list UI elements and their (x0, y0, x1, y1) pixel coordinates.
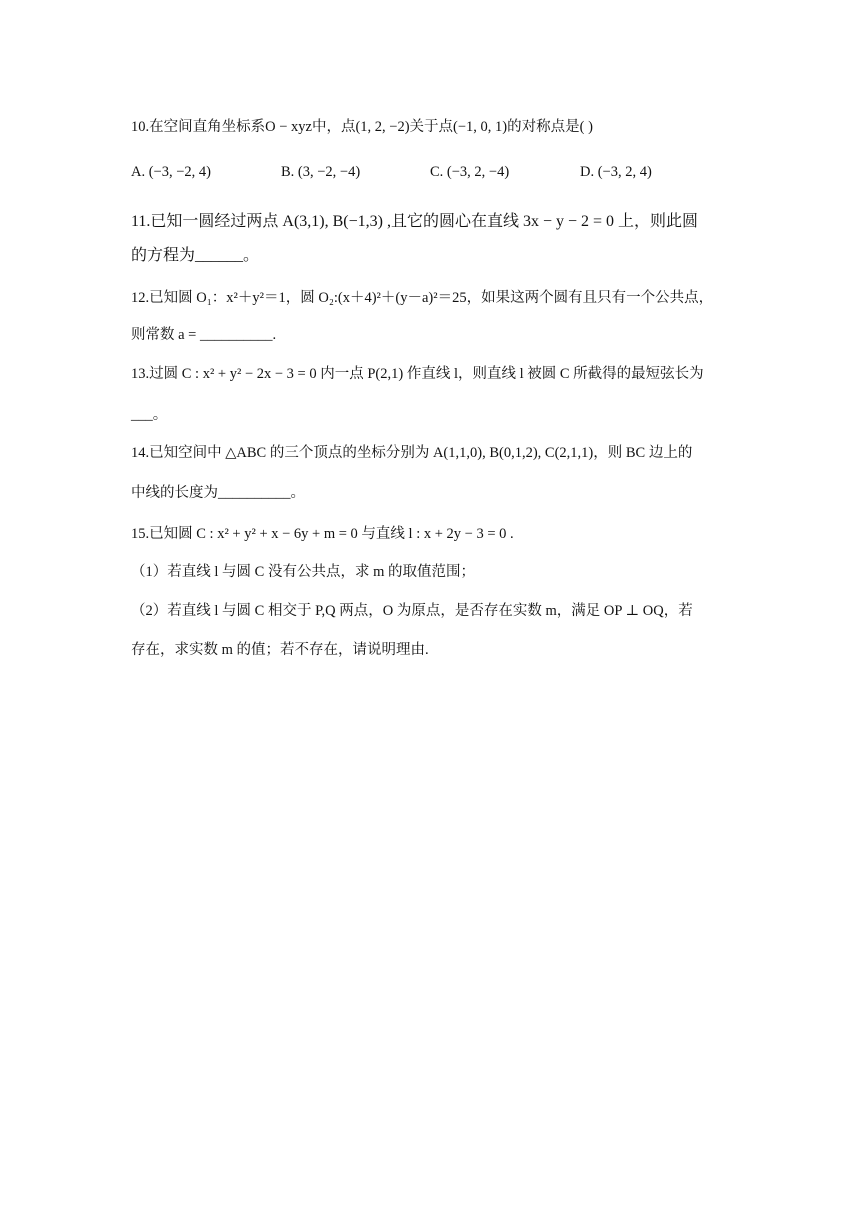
question-15-line-1: 15.已知圆 C : x² + y² + x − 6y + m = 0 与直线 l : x + 2y − 3 = 0 . (131, 526, 514, 542)
question-10-option-a: A. (−3, −2, 4) (131, 164, 211, 180)
question-12-line-2: 则常数 a = __________. (131, 327, 277, 343)
question-10-option-c: C. (−3, 2, −4) (430, 164, 510, 180)
question-15-part-2-line-1: （2）若直线 l 与圆 C 相交于 P,Q 两点，O 为原点，是否存在实数 m，满足 OP ⊥ OQ，若 (131, 603, 693, 619)
question-11-line-1: 11.已知一圆经过两点 A(3,1), B(−1,3) ,且它的圆心在直线 3x − y − 2 = 0 上，则此圆 (131, 213, 699, 230)
question-10-text: 10.在空间直角坐标系O − xyz中，点(1, 2, −2)关于点(−1, 0, 1)的对称点是( ) (131, 119, 593, 135)
question-14-line-2: 中线的长度为__________。 (131, 485, 305, 501)
question-11-line-2: 的方程为______。 (131, 247, 260, 264)
question-13-line-2: ___。 (131, 407, 168, 423)
question-14-line-1: 14.已知空间中 △ABC 的三个顶点的坐标分别为 A(1,1,0), B(0,1,2), C(2,1,1)，则 BC 边上的 (131, 445, 693, 461)
question-15-part-2-line-2: 存在，求实数 m 的值；若不存在，请说明理由. (131, 642, 429, 658)
question-15-part-1: （1）若直线 l 与圆 C 没有公共点，求 m 的取值范围； (131, 564, 475, 580)
question-10-option-d: D. (−3, 2, 4) (580, 164, 652, 180)
question-10-option-b: B. (3, −2, −4) (281, 164, 361, 180)
question-13-line-1: 13.过圆 C : x² + y² − 2x − 3 = 0 内一点 P(2,1) 作直线 l，则直线 l 被圆 C 所截得的最短弦长为 (131, 366, 704, 382)
question-12-line-1: 12.已知圆 O₁：x²＋y²＝1，圆 O₂:(x＋4)²＋(y－a)²＝25，如果这两个圆有且只有一个公共点， (131, 290, 714, 306)
